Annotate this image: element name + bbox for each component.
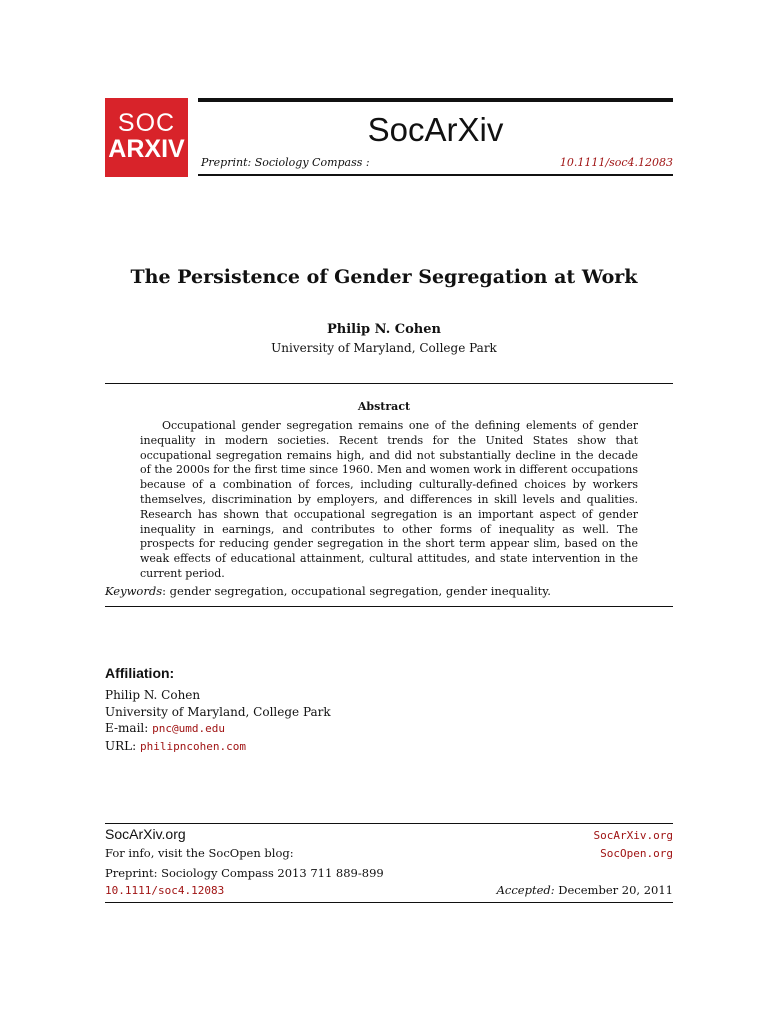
paper-author: Philip N. Cohen <box>327 322 441 337</box>
keywords <box>105 584 551 598</box>
footer-socarxiv-link[interactable]: SocArXiv.org <box>593 829 673 842</box>
accepted-label: Accepted: <box>496 883 555 897</box>
affiliation-details <box>105 687 331 755</box>
header-bottom-rule <box>198 174 673 176</box>
email-label: E-mail: <box>105 721 153 735</box>
keywords-list: : gender segregation, occupational segregation, gender inequality. <box>162 584 551 598</box>
header-doi-link[interactable]: 10.1111/soc4.12083 <box>559 156 673 169</box>
journal-name: SocArXiv <box>367 111 504 148</box>
footer-accepted <box>497 883 673 897</box>
abstract-text: Occupational gender segregation remains one of the defining elements of gender inequality in modern societies. Recent trends for the United States show that occupational segregation remains high, and did not substantially decline in the decade of the 2000s for the first time since 1960. Men and women work in different occupations because of a combination of forces, including culturally-defined choices by workers themselves, discrimination by employers, and differences in skill levels and qualities. Research has shown that occupational segregation is an important aspect of gender inequality in earnings, and contributes to other forms of inequality as well. The prospects for reducing gender segregation in the short term appear slim, based on the weak effects of educational attainment, cultural attitudes, and state intervention in the current period. <box>140 419 638 580</box>
keywords-label: Keywords <box>105 584 163 598</box>
logo-line-2: ARXIV <box>108 135 185 163</box>
footer-bottom-rule <box>105 902 673 903</box>
footer-preprint: Preprint: Sociology Compass 2013 711 889-899 <box>105 866 384 880</box>
logo-line-1: SOC <box>117 109 176 137</box>
url-label: URL: <box>105 738 140 753</box>
affiliation-url-row <box>105 738 331 756</box>
affiliation-heading: Affiliation: <box>105 665 175 681</box>
url-link[interactable]: philipncohen.com <box>139 739 246 753</box>
affiliation-name: Philip N. Cohen <box>105 688 201 702</box>
header-top-rule <box>198 98 673 102</box>
footer-socopen-link[interactable]: SocOpen.org <box>600 847 673 860</box>
footer-doi-link[interactable]: 10.1111/soc4.12083 <box>105 884 225 897</box>
accepted-date: December 20, 2011 <box>554 883 673 897</box>
abstract-heading: Abstract <box>357 400 411 413</box>
affiliation-institution: University of Maryland, College Park <box>105 704 331 719</box>
email-link[interactable]: pnc@umd.edu <box>152 722 225 735</box>
socarxiv-logo <box>105 98 188 177</box>
abstract-top-rule <box>105 383 673 384</box>
preprint-label: Preprint: Sociology Compass : <box>201 156 370 169</box>
footer-info: For info, visit the SocOpen blog: <box>105 846 294 860</box>
footer-top-rule <box>105 823 673 824</box>
affiliation-email-row <box>105 720 331 738</box>
abstract-bottom-rule <box>105 606 673 607</box>
footer-site-name: SocArXiv.org <box>105 826 186 842</box>
paper-title: The Persistence of Gender Segregation at Work <box>130 266 638 288</box>
paper-institution: University of Maryland, College Park <box>271 341 497 355</box>
